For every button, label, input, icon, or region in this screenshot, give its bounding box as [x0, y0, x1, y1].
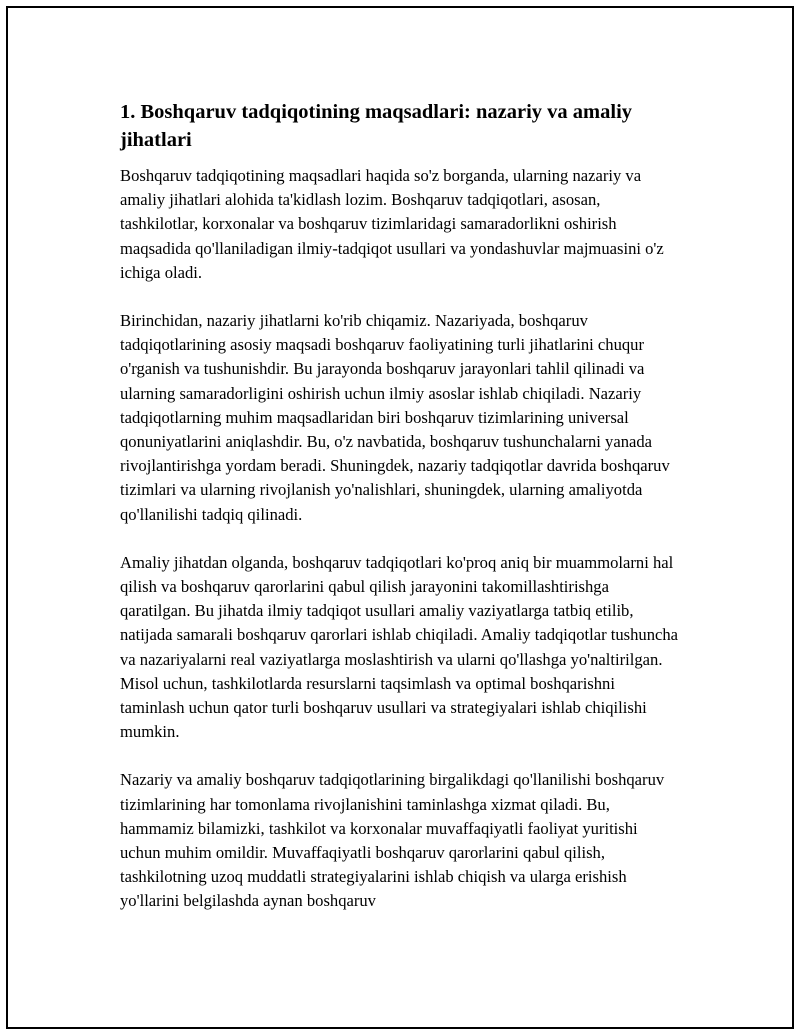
document-body — [120, 98, 680, 938]
section-heading: 1. Boshqaruv tadqiqotining maqsadlari: nazariy va amaliy jihatlari — [120, 101, 633, 151]
paragraph-intro: Boshqaruv tadqiqotining maqsadlari haqida so'z borganda, ularning nazariy va amaliy jihatlari alohida ta'kidlash lozim. Boshqaruv tadqiqotlari, asosan, tashkilotlar, korxonalar va boshqaruv tizimlaridagi samaradorlikni oshirish maqsadida qo'llaniladigan ilmiy-tadqiqot usullari va yondashuvlar majmuasini o'z ichiga oladi. — [120, 166, 664, 282]
paragraph-practical: Amaliy jihatdan olganda, boshqaruv tadqiqotlari ko'proq aniq bir muammolarni hal qilish va boshqaruv qarorlarini qabul qilish jarayonini takomillashtirishga qaratilgan. Bu jihatda ilmiy tadqiqot usullari amaliy vaziyatlarga tatbiq etilib, natijada samarali boshqaruv qarorlari ishlab chiqiladi. Amaliy tadqiqotlar tushuncha va nazariyalarni real vaziyatlarga moslashtirish va ularni qo'llashga yo'naltirilgan. Misol uchun, tashkilotlarda resurslarni taqsimlash va optimal boshqarishni taminlash uchun qator turli boshqaruv usullari va strategiyalari ishlab chiqilishi mumkin. — [120, 552, 679, 742]
paragraph-combined: Nazariy va amaliy boshqaruv tadqiqotlarining birgalikdagi qo'llanilishi boshqaruv tizimlarining har tomonlama rivojlanishini taminlashga xizmat qiladi. Bu, hammamiz bilamizki, tashkilot va korxonalar muvaffaqiyatli faoliyat yuritishi uchun muhim omildir. Muvaffaqiyatli boshqaruv qarorlarini qabul qilish, tashkilotning uzoq muddatli strategiyalarini ishlab chiqish va ularga erishish yo'llarini belgilashda aynan boshqaruv — [120, 770, 665, 911]
paragraph-theoretical: Birinchidan, nazariy jihatlarni ko'rib chiqamiz. Nazariyada, boshqaruv tadqiqotlarining asosiy maqsadi boshqaruv faoliyatining turli jihatlarini chuqur o'rganish va tushunishdir. Bu jarayonda boshqaruv jarayonlari tahlil qilinadi va ularning samaradorligini oshirish uchun ilmiy asoslar ishlab chiqiladi. Nazariy tadqiqotlarning muhim maqsadlaridan biri boshqaruv tizimlarining universal qonuniyatlarini aniqlashdir. Bu, o'z navbatida, boshqaruv tushunchalarni yanada rivojlantirishga yordam beradi. Shuningdek, nazariy tadqiqotlar davrida boshqaruv tizimlari va ularning rivojlanish yo'nalishlari, shuningdek, ularning amaliyotda qo'llanilishi tadqiq qilinadi. — [120, 311, 670, 524]
page-frame — [6, 6, 794, 1029]
